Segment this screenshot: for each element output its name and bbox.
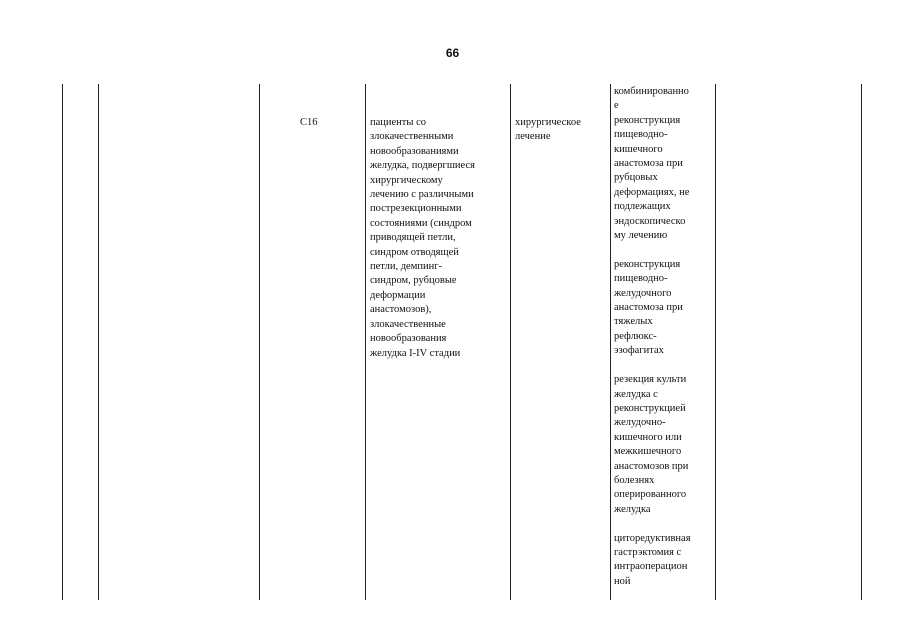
column-divider xyxy=(715,84,716,600)
text-line: циторедуктивная xyxy=(614,532,691,544)
text-line: пострезекционными xyxy=(370,203,462,215)
table-border-right xyxy=(861,84,862,600)
text-line: кишечного или xyxy=(614,431,682,443)
text-line: му лечению xyxy=(614,230,668,242)
patient-model-cell xyxy=(370,116,512,361)
text-line: гастрэктомия с xyxy=(614,546,682,558)
text-line: е xyxy=(614,100,619,112)
method-spacer xyxy=(614,359,712,373)
column-divider xyxy=(610,84,611,600)
treatment-type-cell xyxy=(515,116,611,145)
text-line: реконструкция xyxy=(614,114,681,126)
text-line: синдром, рубцовые xyxy=(370,275,457,287)
text-line: злокачественными xyxy=(370,131,454,143)
text-line: синдром отводящей xyxy=(370,246,459,258)
treatment-methods-cell xyxy=(614,85,712,589)
text-line: оперированного xyxy=(614,489,687,501)
column-divider xyxy=(365,84,366,600)
text-line: петли, демпинг- xyxy=(370,261,443,273)
text-line: хирургическому xyxy=(370,174,443,186)
text-line: эзофагитах xyxy=(614,345,664,357)
page-number: 66 xyxy=(445,46,460,60)
text-line: пациенты со xyxy=(370,117,426,128)
text-line: эндоскопическо xyxy=(614,215,686,227)
text-line: новообразованиями xyxy=(370,145,459,157)
column-divider xyxy=(98,84,99,600)
text-line: деформациях, не xyxy=(614,186,690,198)
text-line: желудочного xyxy=(614,287,672,299)
text-line: анастомозов), xyxy=(370,304,432,316)
text-line: пищеводно- xyxy=(614,273,668,285)
text-line: желудка с xyxy=(614,388,658,400)
method-spacer xyxy=(614,517,712,531)
treatment-method-item xyxy=(614,373,712,517)
text-line: подлежащих xyxy=(614,201,671,213)
text-line: рефлюкс- xyxy=(614,330,657,342)
text-line: желудка I-IV стадии xyxy=(370,347,461,359)
text-line: анастомозов при xyxy=(614,460,689,472)
icd-code-cell: C16 xyxy=(300,117,318,128)
text-line: межкишечного xyxy=(614,446,682,458)
text-line: хирургическое xyxy=(515,117,581,128)
text-line: реконструкцией xyxy=(614,402,686,414)
text-line: желудка xyxy=(614,503,651,515)
treatment-method-item xyxy=(614,258,712,359)
text-line: желудочно- xyxy=(614,417,666,429)
text-line: болезнях xyxy=(614,474,655,486)
text-line: комбинированно xyxy=(614,86,689,97)
text-line: желудка, подвергшиеся xyxy=(370,160,475,172)
text-line: приводящей петли, xyxy=(370,232,456,244)
text-line: реконструкция xyxy=(614,258,681,270)
text-line: ной xyxy=(614,575,631,587)
method-spacer xyxy=(614,243,712,257)
text-line: пищеводно- xyxy=(614,129,668,141)
text-line: анастомоза при xyxy=(614,302,683,314)
column-divider xyxy=(259,84,260,600)
text-line: лечение xyxy=(515,131,551,143)
text-line: деформации xyxy=(370,289,426,301)
text-line: злокачественные xyxy=(370,318,446,330)
text-line: анастомоза при xyxy=(614,158,683,170)
text-line: кишечного xyxy=(614,143,663,155)
text-line: новообразования xyxy=(370,333,447,345)
treatment-method-item xyxy=(614,532,712,590)
text-line: тяжелых xyxy=(614,316,653,328)
text-line: рубцовых xyxy=(614,172,658,184)
text-line: резекция культи xyxy=(614,374,687,386)
text-line: лечению с различными xyxy=(370,189,474,201)
text-line: состояниями (синдром xyxy=(370,217,472,229)
table-border-left xyxy=(62,84,63,600)
text-line: интраоперацион xyxy=(614,561,688,573)
treatment-method-item xyxy=(614,85,712,243)
